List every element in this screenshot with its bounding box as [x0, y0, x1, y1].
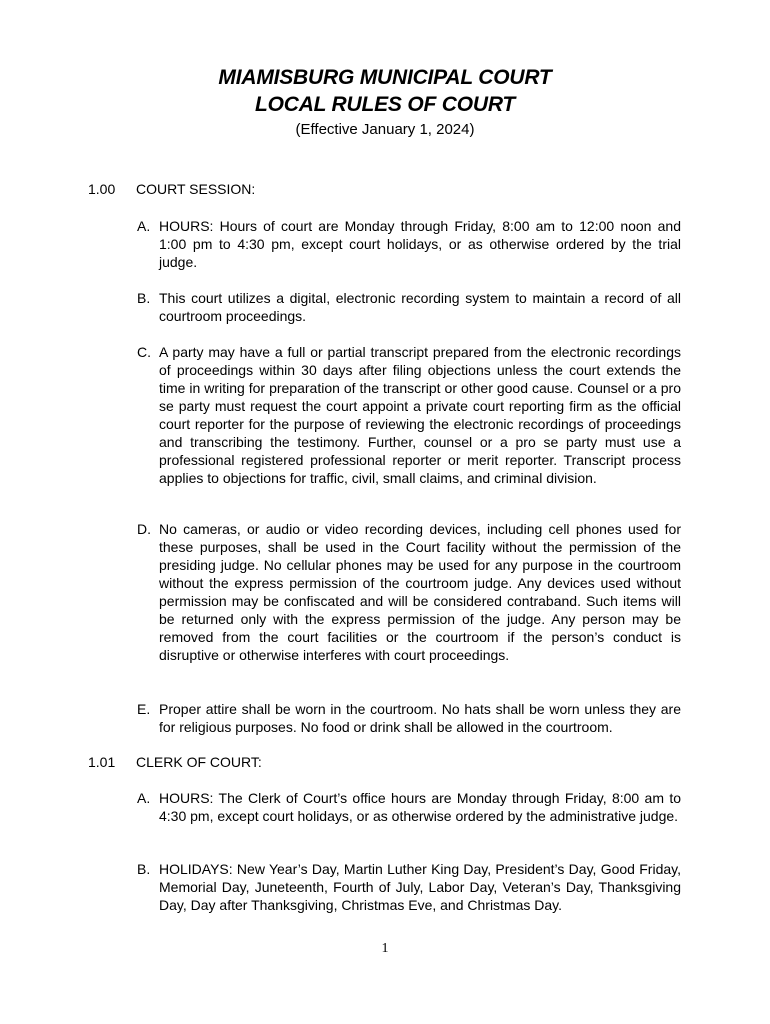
section-number: 1.00 [88, 181, 116, 197]
court-name-title: MIAMISBURG MUNICIPAL COURT [218, 66, 552, 89]
rule-text: Proper attire shall be worn in the courtroom. No hats shall be worn unless they are for religious purposes. No food or drink shall be allowed in the courtroom. [159, 701, 681, 735]
effective-date: (Effective January 1, 2024) [295, 121, 475, 138]
rule-letter: B. [137, 861, 151, 877]
rule-text: HOURS: The Clerk of Court’s office hours are Monday through Friday, 8:00 am to 4:30 pm, except court holidays, or as otherwise ordered by the administrative judge. [159, 790, 681, 824]
rule-letter: E. [137, 701, 151, 717]
rule-letter: A. [137, 790, 151, 806]
rule-letter: C. [137, 344, 151, 360]
rule-letter: D. [137, 521, 151, 537]
rule-text: HOLIDAYS: New Year’s Day, Martin Luther King Day, President’s Day, Good Friday, Memorial Day, Juneteenth, Fourth of July, Labor Day, Veteran’s Day, Thanksgiving Day, Day after Thanksgiving, Christmas Eve, and Christmas Day. [159, 861, 681, 913]
rule-text: A party may have a full or partial transcript prepared from the electronic recordings of proceedings within 30 days after filing objections unless the court extends the time in writing for preparation of the transcript or other good cause. Counsel or a pro se party must request the court appoint a private court reporting firm as the official court reporter for the purpose of reviewing the electronic recordings of proceedings and transcribing the testimony. Further, counsel or a pro se party must use a professional registered professional reporter or merit reporter. Transcript process applies to objections for traffic, civil, small claims, and criminal division. [159, 344, 681, 486]
rule-letter: A. [137, 218, 151, 234]
rules-title: LOCAL RULES OF COURT [254, 93, 516, 116]
rule-letter: B. [137, 290, 151, 306]
rule-text: No cameras, or audio or video recording devices, including cell phones used for these purposes, shall be used in the Court facility without the permission of the presiding judge. No cellular phones may be used for any purpose in the courtroom without the express permission of the courtroom judge. Any devices used without permission may be confiscated and will be considered contraband. Such items will be returned only with the express permission of the judge. Any person may be removed from the court facilities or the courtroom if the person’s conduct is disruptive or otherwise interferes with court proceedings. [159, 521, 681, 663]
rule-text: HOURS: Hours of court are Monday through Friday, 8:00 am to 12:00 noon and 1:00 pm to 4:30 pm, except court holidays, or as otherwise ordered by the trial judge. [159, 218, 681, 270]
rule-text: This court utilizes a digital, electronic recording system to maintain a record of all courtroom proceedings. [159, 290, 681, 324]
page-number: 1 [381, 941, 389, 956]
section-title: CLERK OF COURT: [136, 754, 262, 770]
section-number: 1.01 [88, 754, 116, 770]
section-title: COURT SESSION: [136, 181, 256, 197]
